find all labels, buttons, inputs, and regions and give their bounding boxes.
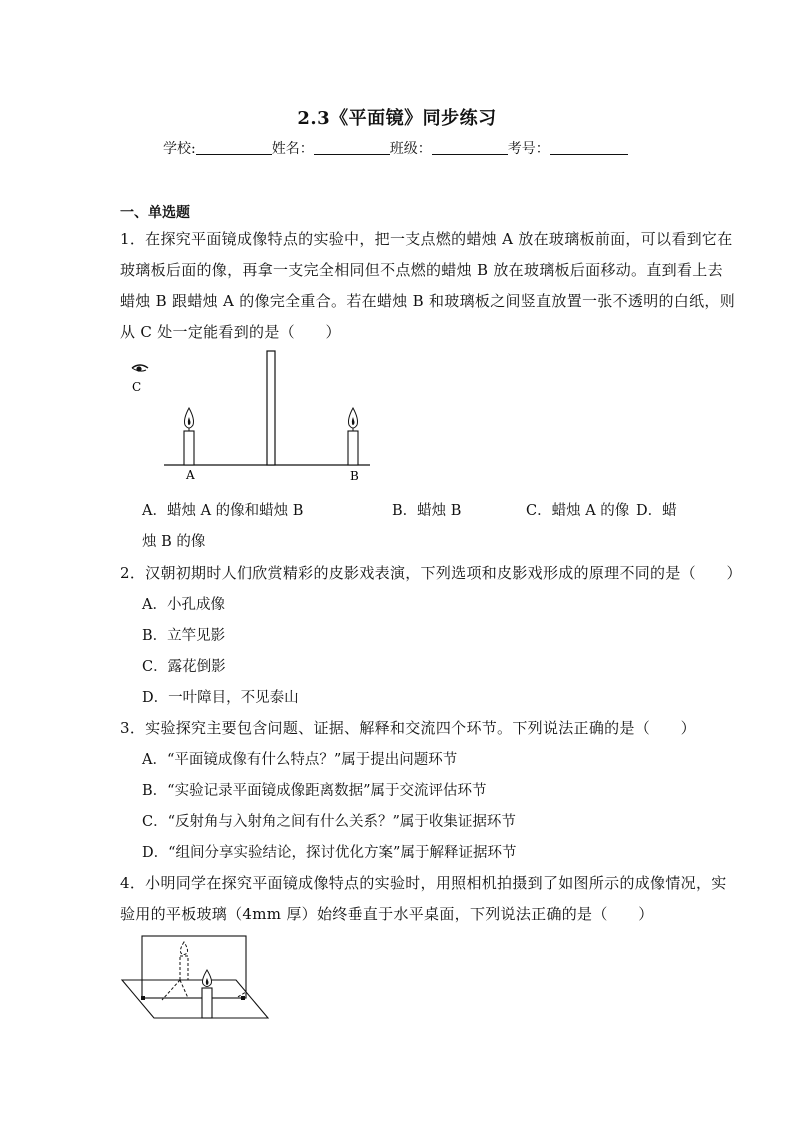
name-blank[interactable] <box>314 140 390 155</box>
candle-a <box>184 408 194 465</box>
candle-b-label: B <box>350 469 359 483</box>
q2-option-b[interactable]: B．立竿见影 <box>142 628 226 644</box>
eye-label: C <box>132 380 142 394</box>
candle-b <box>348 408 358 465</box>
q2-option-d[interactable]: D．一叶障目，不见泰山 <box>142 690 299 706</box>
q3-option-a[interactable]: A．“平面镜成像有什么特点？”属于提出问题环节 <box>142 752 458 768</box>
q1-option-a[interactable]: A．蜡烛 A 的像和蜡烛 B <box>142 503 304 519</box>
page-title: 2.3《平面镜》同步练习 <box>297 108 497 129</box>
glass-plate <box>267 351 275 465</box>
name-label: 姓名： <box>271 141 314 157</box>
q1-option-c[interactable]: C．蜡烛 A 的像 <box>526 503 630 519</box>
exam-no-label: 考号： <box>507 141 550 157</box>
glass-marker-right <box>241 996 245 1000</box>
student-info-row <box>163 138 628 158</box>
q3-option-b[interactable]: B．“实验记录平面镜成像距离数据”属于交流评估环节 <box>142 783 487 799</box>
q2-stem: 2．汉朝初期时人们欣赏精彩的皮影戏表演，下列选项和皮影戏形成的原理不同的是（ ） <box>120 564 742 582</box>
exam-no-blank[interactable] <box>550 140 628 155</box>
q1-option-b[interactable]: B．蜡烛 B <box>392 503 462 519</box>
q1-figure <box>120 345 380 485</box>
q3-stem: 3．实验探究主要包含问题、证据、解释和交流四个环节。下列说法正确的是（ ） <box>120 719 696 737</box>
candle-a-label: A <box>186 468 195 482</box>
q1-stem-line: 蜡烛 B 跟蜡烛 A 的像完全重合。若在蜡烛 B 和玻璃板之间竖直放置一张不透明的白纸，则 <box>120 292 735 310</box>
glass-marker-left <box>141 996 145 1000</box>
q2-option-c[interactable]: C．露花倒影 <box>142 659 226 675</box>
q2-option-a[interactable]: A．小孔成像 <box>142 597 225 613</box>
q4-figure <box>118 932 278 1027</box>
q1-option-d-continued: 烛 B 的像 <box>142 534 206 550</box>
q3-option-d[interactable]: D．“组间分享实验结论，探讨优化方案”属于解释证据环节 <box>142 845 517 861</box>
q1-stem-line: 1．在探究平面镜成像特点的实验中，把一支点燃的蜡烛 A 放在玻璃板前面，可以看到它在 <box>120 230 733 248</box>
q1-stem-line: 玻璃板后面的像，再拿一支完全相同但不点燃的蜡烛 B 放在玻璃板后面移动。直到看上去 <box>120 261 723 279</box>
school-blank[interactable] <box>196 140 272 155</box>
q4-stem-line: 验用的平板玻璃（4mm 厚）始终垂直于水平桌面，下列说法正确的是（ ） <box>120 905 654 923</box>
q4-stem-line: 4．小明同学在探究平面镜成像特点的实验时，用照相机拍摄到了如图所示的成像情况，实 <box>120 874 727 892</box>
q1-option-d[interactable]: D．蜡 <box>636 503 677 519</box>
class-label: 班级： <box>389 141 432 157</box>
school-label: 学校: <box>163 141 196 157</box>
eye-icon <box>132 365 148 372</box>
real-candle <box>202 970 212 1018</box>
class-blank[interactable] <box>432 140 508 155</box>
q1-stem-line: 从 C 处一定能看到的是（ ） <box>120 323 341 341</box>
q3-option-c[interactable]: C．“反射角与入射角之间有什么关系？”属于收集证据环节 <box>142 814 516 830</box>
section-title: 一、单选题 <box>120 205 190 221</box>
